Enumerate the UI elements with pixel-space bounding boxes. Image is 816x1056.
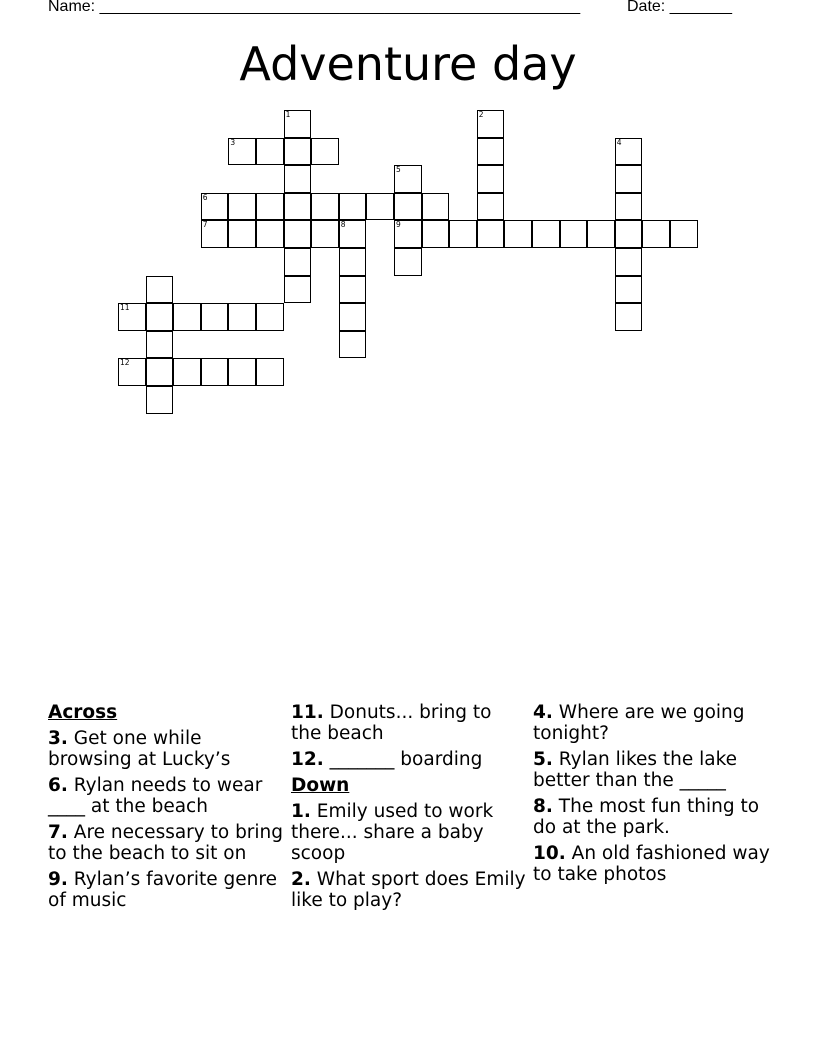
grid-cell[interactable]: [394, 193, 422, 221]
grid-cell[interactable]: [228, 193, 256, 221]
grid-cell[interactable]: [201, 358, 229, 386]
clue-column-3: [533, 702, 773, 890]
grid-cell[interactable]: [642, 220, 670, 248]
clue-item: [533, 843, 773, 885]
clue-number: 11: [120, 303, 130, 313]
clue-number: 12: [120, 358, 130, 368]
grid-cell[interactable]: [339, 276, 367, 304]
grid-cell[interactable]: [477, 110, 505, 138]
grid-cell[interactable]: [201, 193, 229, 221]
clue-item: [48, 822, 284, 864]
grid-cell[interactable]: [394, 220, 422, 248]
grid-cell[interactable]: [256, 303, 284, 331]
grid-cell[interactable]: [146, 331, 174, 359]
grid-cell[interactable]: [256, 138, 284, 166]
grid-cell[interactable]: [201, 220, 229, 248]
clue-number: 7: [202, 220, 208, 230]
down-heading: Down: [291, 775, 350, 796]
grid-cell[interactable]: [311, 220, 339, 248]
clue-item: [291, 749, 527, 770]
grid-cell[interactable]: [615, 165, 643, 193]
grid-cell[interactable]: [284, 193, 312, 221]
grid-cell[interactable]: [366, 193, 394, 221]
clue-item: [291, 702, 527, 744]
grid-cell[interactable]: [560, 220, 588, 248]
grid-cell[interactable]: [422, 193, 450, 221]
clue-item-text: Emily used to work there... share a baby scoop: [291, 801, 494, 864]
grid-cell[interactable]: [228, 138, 256, 166]
down-clue-list-continued: [533, 702, 773, 885]
grid-cell[interactable]: [311, 193, 339, 221]
grid-cell[interactable]: [284, 276, 312, 304]
grid-cell[interactable]: [284, 165, 312, 193]
grid-cell[interactable]: [339, 331, 367, 359]
puzzle-title: Adventure day: [239, 37, 577, 91]
clue-item-text: What sport does Emily like to play?: [291, 869, 526, 911]
clue-item-number: 7.: [48, 822, 68, 843]
clue-column-1: [48, 702, 284, 916]
grid-cell[interactable]: [615, 220, 643, 248]
clue-item: [291, 869, 527, 911]
clue-item-text: The most fun thing to do at the park.: [533, 796, 760, 838]
grid-cell[interactable]: [477, 193, 505, 221]
across-heading: Across: [48, 702, 118, 723]
grid-cell[interactable]: [615, 138, 643, 166]
grid-cell[interactable]: [615, 276, 643, 304]
grid-cell[interactable]: [587, 220, 615, 248]
grid-cell[interactable]: [394, 165, 422, 193]
clue-number: 6: [202, 192, 208, 202]
grid-cell[interactable]: [284, 248, 312, 276]
grid-cell[interactable]: [615, 193, 643, 221]
grid-cell[interactable]: [284, 138, 312, 166]
clue-item-text: Where are we going tonight?: [533, 702, 745, 744]
clue-item-number: 1.: [291, 801, 311, 822]
grid-cell[interactable]: [615, 248, 643, 276]
grid-cell[interactable]: [339, 220, 367, 248]
grid-cell[interactable]: [173, 303, 201, 331]
clue-item-number: 2.: [291, 869, 311, 890]
grid-cell[interactable]: [339, 193, 367, 221]
clue-item-text: Rylan’s favorite genre of music: [48, 869, 277, 911]
clue-item-text: _______ boarding: [323, 749, 483, 770]
grid-cell[interactable]: [256, 220, 284, 248]
grid-cell[interactable]: [477, 138, 505, 166]
grid-cell[interactable]: [173, 358, 201, 386]
clue-item-number: 5.: [533, 749, 553, 770]
grid-cell[interactable]: [504, 220, 532, 248]
grid-cell[interactable]: [201, 303, 229, 331]
clue-item-text: An old fashioned way to take photos: [533, 843, 770, 885]
crossword-grid: [0, 0, 816, 430]
grid-cell[interactable]: [118, 358, 146, 386]
name-field[interactable]: Name: ______________________________________________________: [48, 0, 581, 15]
grid-cell[interactable]: [256, 358, 284, 386]
grid-cell[interactable]: [615, 303, 643, 331]
grid-cell[interactable]: [339, 303, 367, 331]
clue-item-number: 6.: [48, 775, 68, 796]
clue-number: 2: [478, 110, 484, 119]
grid-cell[interactable]: [422, 220, 450, 248]
clue-item-text: Rylan likes the lake better than the _____: [533, 749, 738, 791]
clue-item: [533, 702, 773, 744]
clue-item: [48, 775, 284, 817]
grid-cell[interactable]: [118, 303, 146, 331]
grid-cell[interactable]: [449, 220, 477, 248]
clue-item: [533, 749, 773, 791]
clue-column-2: [291, 702, 527, 916]
clue-item-number: 8.: [533, 796, 553, 817]
grid-cell[interactable]: [670, 220, 698, 248]
grid-cell[interactable]: [228, 303, 256, 331]
grid-cell[interactable]: [311, 138, 339, 166]
clue-item-text: Get one while browsing at Lucky’s: [48, 728, 231, 770]
grid-cell[interactable]: [394, 248, 422, 276]
clue-item-text: Are necessary to bring to the beach to sit on: [48, 822, 284, 864]
grid-cell[interactable]: [339, 248, 367, 276]
clue-item: [48, 728, 284, 770]
clue-item-text: Rylan needs to wear ____ at the beach: [48, 775, 263, 817]
grid-cell[interactable]: [146, 386, 174, 414]
across-clue-list-continued: [291, 702, 527, 770]
clue-item-number: 11.: [291, 702, 324, 723]
clue-item-number: 10.: [533, 843, 566, 864]
clue-item: [48, 869, 284, 911]
clue-item: [533, 796, 773, 838]
clue-number: 1: [285, 110, 291, 119]
grid-cell[interactable]: [477, 220, 505, 248]
clue-number: 5: [396, 165, 401, 175]
clue-number: 4: [616, 137, 622, 147]
clue-item-number: 9.: [48, 869, 68, 890]
grid-cell[interactable]: [228, 358, 256, 386]
clue-item-number: 12.: [291, 749, 324, 770]
grid-cell[interactable]: [256, 193, 284, 221]
grid-cell[interactable]: [284, 110, 312, 138]
clue-number: 8: [340, 220, 346, 230]
grid-cell[interactable]: [532, 220, 560, 248]
down-clue-list: [291, 801, 527, 911]
date-field[interactable]: Date: _______: [627, 0, 732, 15]
clue-item-number: 4.: [533, 702, 553, 723]
grid-cell[interactable]: [146, 358, 174, 386]
grid-cell[interactable]: [284, 220, 312, 248]
clue-number: 3: [230, 137, 236, 147]
grid-cell[interactable]: [477, 165, 505, 193]
clue-item-text: Donuts... bring to the beach: [291, 702, 492, 744]
grid-cell[interactable]: [228, 220, 256, 248]
grid-cell[interactable]: [146, 303, 174, 331]
clue-number: 9: [396, 220, 401, 230]
across-clue-list: [48, 728, 284, 911]
clue-item: [291, 801, 527, 864]
clue-item-number: 3.: [48, 728, 68, 749]
grid-cell[interactable]: [146, 276, 174, 304]
